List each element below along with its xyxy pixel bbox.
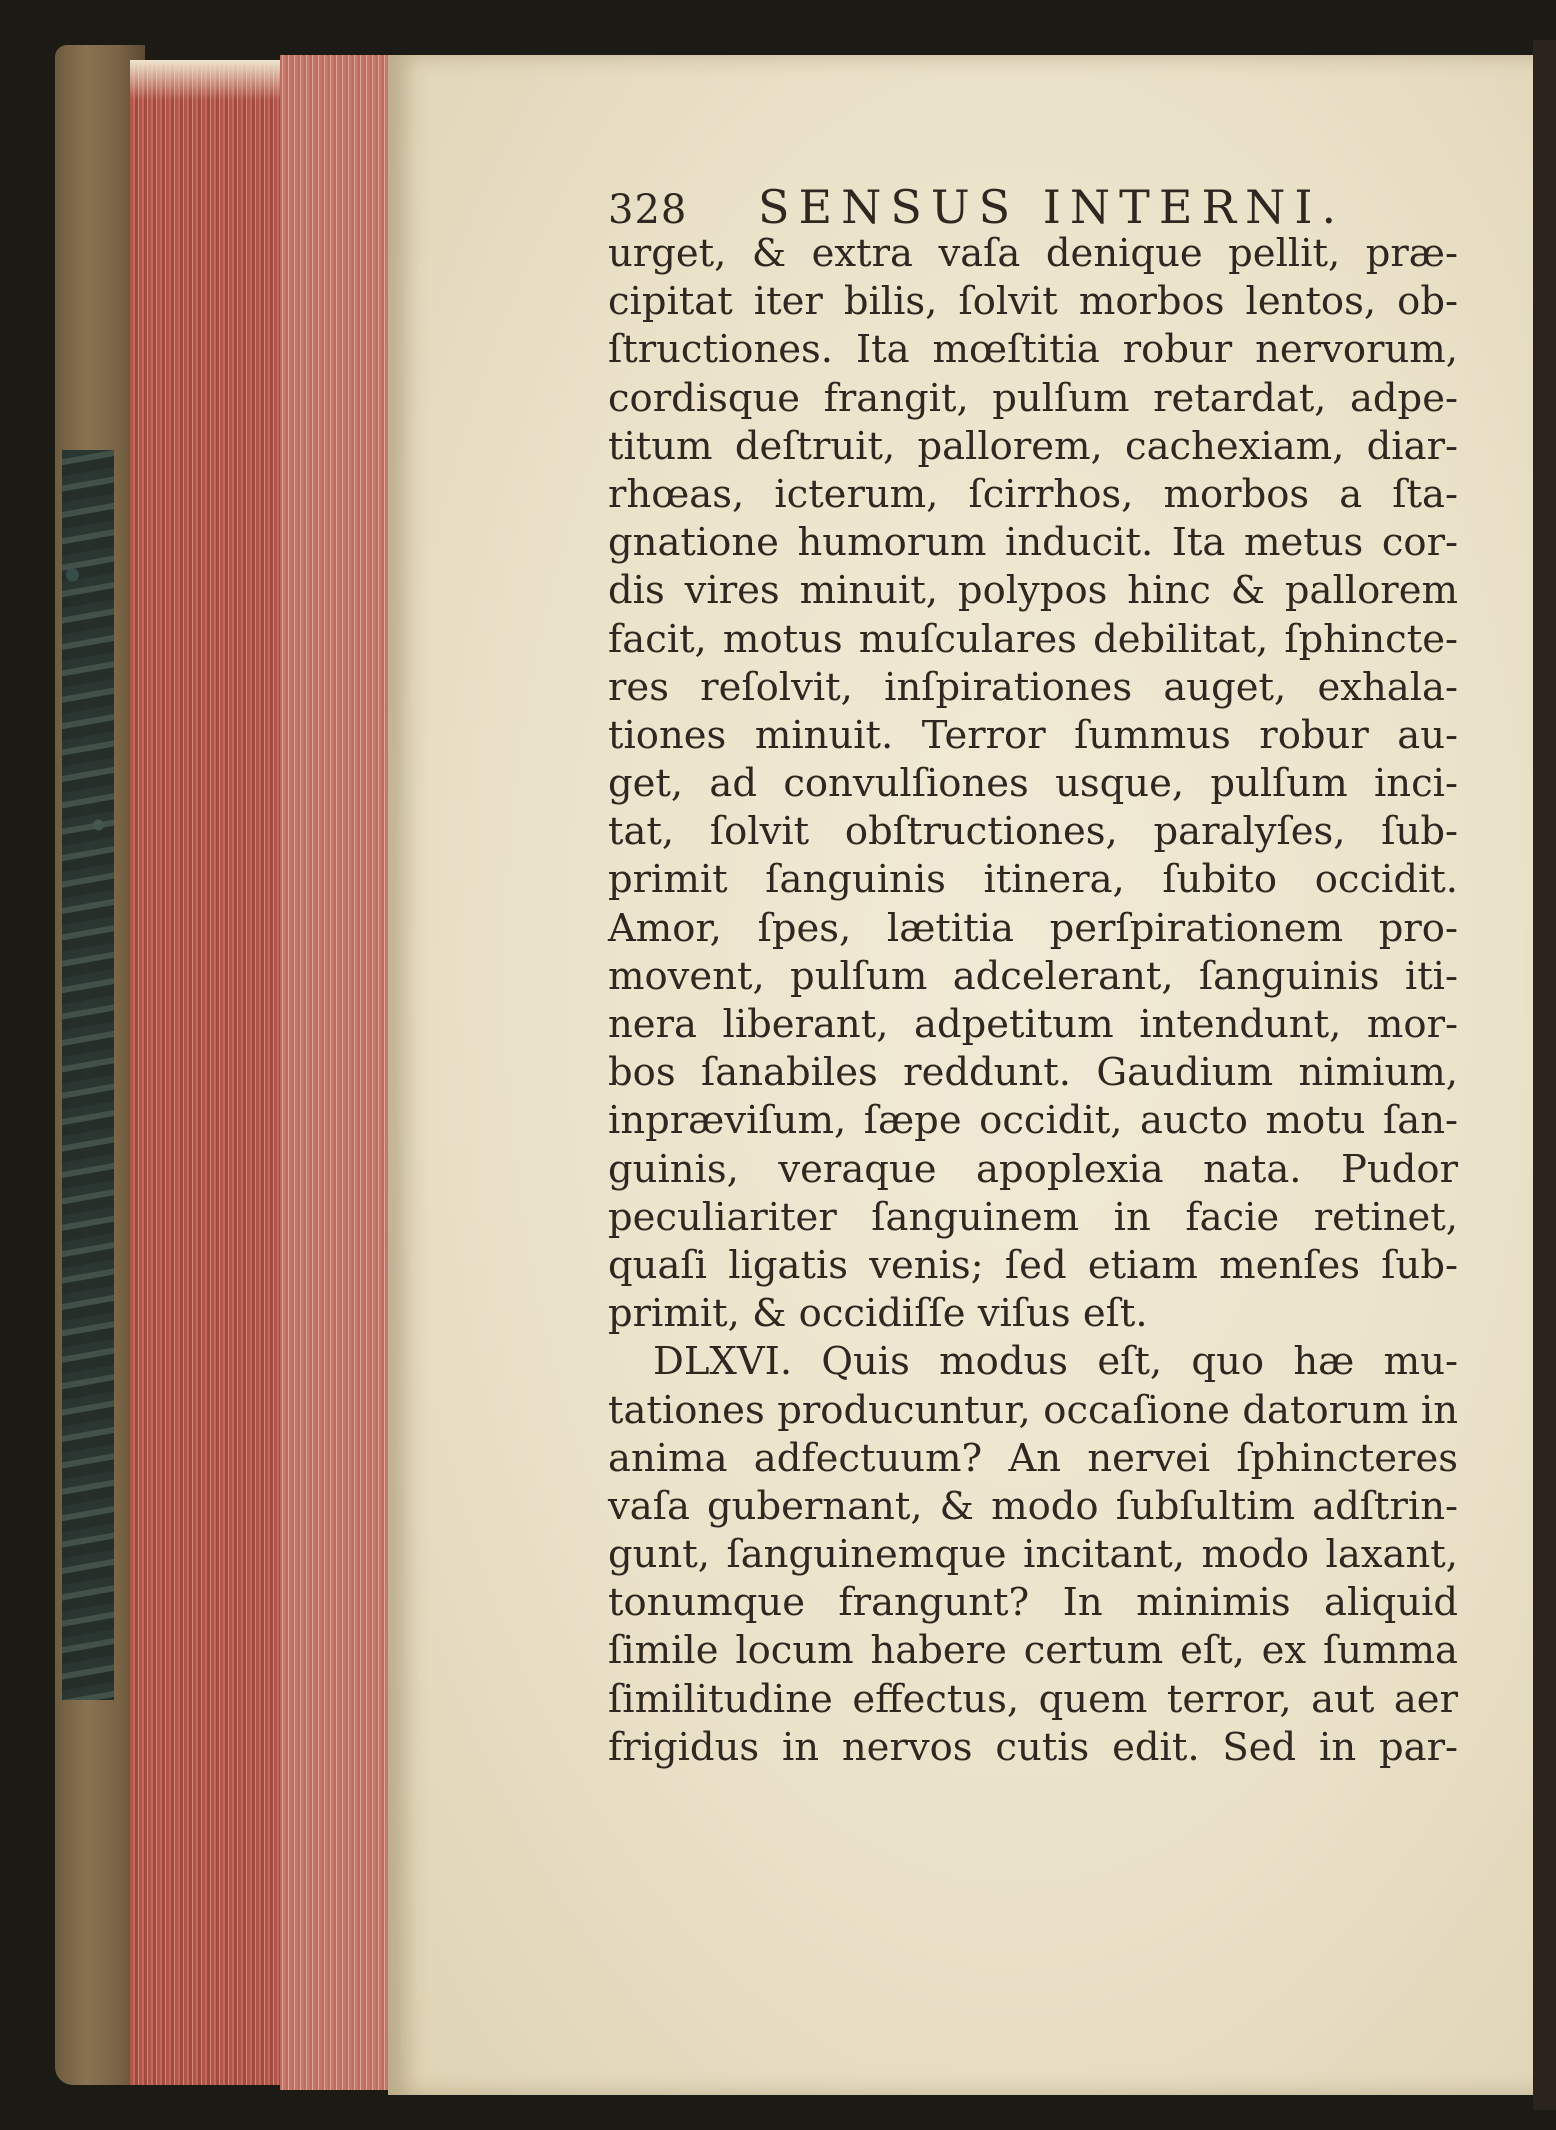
text-line: vaſa gubernant, & modo ſubſultim adſtrin- (608, 1483, 1458, 1529)
text-line: peculiariter ſanguinem in facie retinet, (608, 1194, 1458, 1240)
text-line: facit, motus muſculares debilitat, ſphincte- (608, 616, 1458, 662)
page-number: 328 (608, 187, 688, 233)
body-text (608, 230, 1458, 1772)
page-edges-inner (280, 55, 390, 2090)
text-line: primit, & occidiſſe viſus eſt. (608, 1291, 1148, 1337)
text-line: nera liberant, adpetitum intendunt, mor- (608, 1002, 1458, 1047)
text-line: gnatione humorum inducit. Ita metus cor- (608, 520, 1458, 566)
text-line: primit ſanguinis itinera, ſubito occidit. (608, 857, 1458, 903)
running-head: SENSUS INTERNI. (758, 180, 1346, 234)
text-line: rhœas, icterum, ſcirrhos, morbos a ſta- (608, 471, 1458, 517)
text-line: ſtructiones. Ita mœſtitia robur nervorum, (608, 327, 1458, 373)
text-line: gunt, ſanguinemque incitant, modo laxant, (608, 1532, 1458, 1578)
text-line: cordisque frangit, pulſum retardat, adpe- (608, 375, 1458, 421)
text-line: frigidus in nervos cutis edit. Sed in par- (608, 1724, 1458, 1770)
page-header (608, 180, 1458, 234)
text-line: guinis, veraque apoplexia nata. Pudor (608, 1146, 1458, 1192)
text-line: anima adfectuum? An nervei ſphincteres (608, 1435, 1458, 1481)
text-line: DLXVI. Quis modus eſt, quo hæ mu- (653, 1339, 1458, 1385)
text-line: bos ſanabiles reddunt. Gaudium nimium, (608, 1050, 1458, 1096)
text-line: tiones minuit. Terror ſummus robur au- (608, 712, 1458, 758)
text-line: Amor, ſpes, lætitia perſpirationem pro- (608, 905, 1458, 951)
text-line: res reſolvit, inſpirationes auget, exhala- (608, 664, 1458, 710)
text-line: titum deſtruit, pallorem, cachexiam, diar- (608, 423, 1458, 469)
text-line: ſimilitudine effectus, quem terror, aut aer (608, 1676, 1458, 1722)
text-line: quaſi ligatis venis; ſed etiam menſes ſub- (608, 1242, 1458, 1288)
text-line: cipitat iter bilis, ſolvit morbos lentos, ob- (608, 279, 1458, 325)
text-line: ſimile locum habere certum eſt, ex ſumma (608, 1628, 1458, 1674)
text-line: urget, & extra vaſa denique pellit, præ- (608, 231, 1458, 276)
marbled-cover-paper (62, 450, 114, 1700)
text-line: tonumque frangunt? In minimis aliquid (608, 1580, 1458, 1626)
text-line: get, ad convulſiones usque, pulſum inci- (608, 761, 1458, 807)
text-block (608, 180, 1458, 1772)
background-edge (1533, 40, 1556, 2110)
text-line: movent, pulſum adcelerant, ſanguinis iti- (608, 953, 1458, 999)
text-line: tationes producuntur, occaſione datorum in (608, 1387, 1458, 1433)
text-line: inpræviſum, ſæpe occidit, aucto motu ſan- (608, 1098, 1458, 1144)
text-line: tat, ſolvit obſtructiones, paralyſes, ſub- (608, 809, 1458, 855)
text-line: dis vires minuit, polypos hinc & pallorem (608, 568, 1458, 614)
